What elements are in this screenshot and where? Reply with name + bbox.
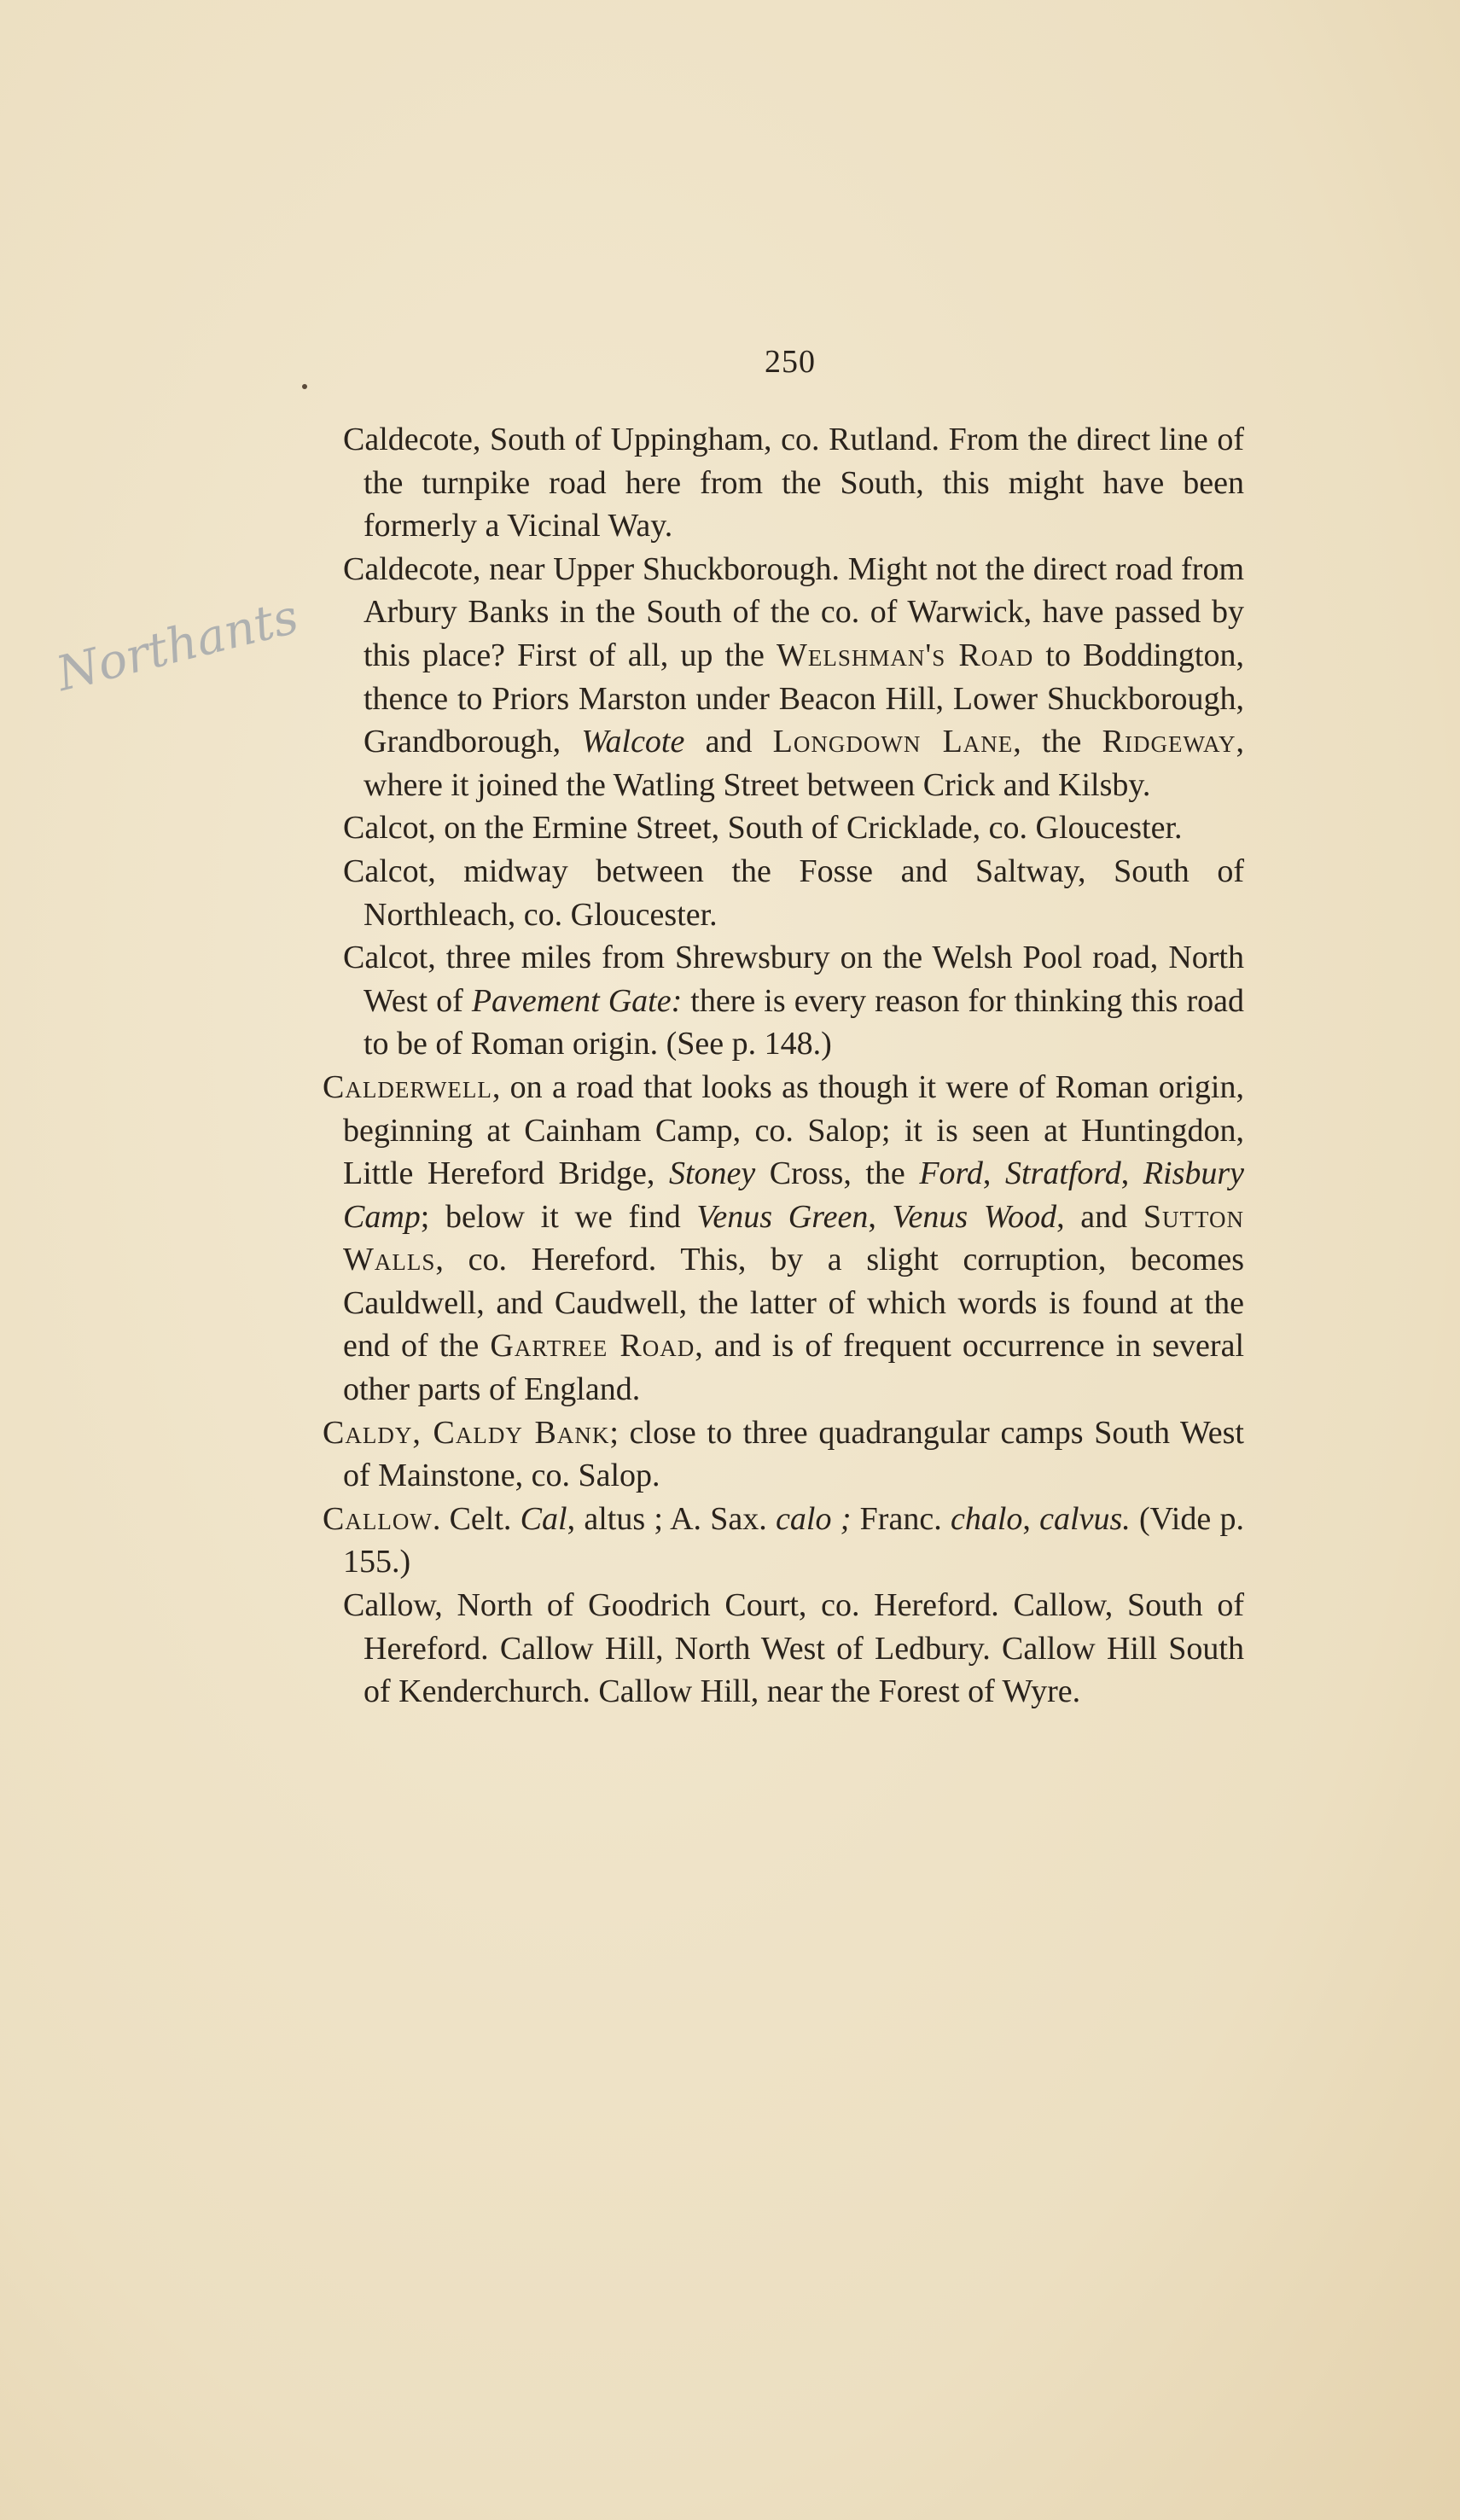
- entry-text: ,: [1120, 1155, 1143, 1192]
- place-name-italic: Venus Wood: [892, 1198, 1057, 1235]
- entry-text: , where it joined the Watling Street between Crick and Kilsby.: [364, 724, 1244, 803]
- entry-text: Franc.: [851, 1500, 951, 1537]
- entry-text: , altus ; A. Sax.: [567, 1500, 777, 1537]
- ink-speck: [302, 384, 307, 389]
- gazetteer-text: [323, 418, 1244, 1714]
- place-name-italic: Venus Green: [696, 1198, 869, 1235]
- entry-text: Caldecote, near Upper Shuckborough. Might not the direct road from Arbury Banks in the South of the co. of Warwick, have passed by this place? First of all, up the: [343, 550, 1244, 673]
- etymology-word: chalo: [950, 1500, 1023, 1537]
- entry-text: ,: [868, 1198, 893, 1235]
- place-name-italic: Walcote: [581, 724, 685, 760]
- entry-text: Calcot, on the Ermine Street, South of Cricklade, co. Gloucester.: [343, 810, 1183, 847]
- entry-calcot-cricklade: [323, 806, 1244, 850]
- entry-calcot-shrewsbury: [323, 936, 1244, 1066]
- road-name: Ridgeway: [1102, 724, 1236, 760]
- headword: Callow: [323, 1500, 433, 1537]
- entry-text: Callow, North of Goodrich Court, co. Hereford. Callow, South of Hereford. Callow Hill, North West of Ledbury. Callow Hill South of Kenderchurch. Callow Hill, near the Forest of Wyre.: [343, 1587, 1244, 1710]
- place-name-italic: Ford: [919, 1155, 983, 1192]
- entry-text: . Celt.: [432, 1500, 521, 1537]
- entry-caldy: [323, 1411, 1244, 1498]
- handwritten-margin-note: Northants: [51, 589, 304, 703]
- entry-text: , co. Hereford. This, by a slight corruption, becomes Cauldwell, and Caudwell, the latter of which words is found at the end of the: [343, 1242, 1244, 1365]
- place-name-italic: Pavement Gate:: [471, 982, 683, 1019]
- entry-text: ; close to three quadrangular camps South West of Mainstone, co. Salop.: [343, 1414, 1244, 1494]
- entry-text: and: [684, 724, 773, 760]
- entry-text: Caldecote, South of Uppingham, co. Rutland. From the direct line of the turnpike road here from the South, this might have been formerly a Vicinal Way.: [343, 422, 1244, 544]
- etymology-word: calo ;: [776, 1500, 852, 1537]
- entry-text: , and is of frequent occurrence in several other parts of England.: [343, 1328, 1244, 1408]
- entry-text: Cross, the: [755, 1155, 920, 1192]
- place-name-smallcaps: Sutton Walls: [343, 1198, 1245, 1278]
- entry-caldecote-uppingham: [323, 418, 1244, 548]
- etymology-word: calvus.: [1039, 1500, 1131, 1537]
- entry-calderwell: [323, 1066, 1244, 1411]
- headword: Calderwell: [323, 1068, 492, 1105]
- entry-caldecote-shuckborough: [323, 548, 1244, 807]
- place-name-italic: Risbury Camp: [343, 1155, 1245, 1235]
- place-name-italic: Stratford: [1004, 1155, 1121, 1192]
- road-name: Welshman's Road: [777, 637, 1034, 673]
- entry-text: Calcot, midway between the Fosse and Saltway, South of Northleach, co. Gloucester.: [343, 853, 1244, 933]
- page-number: 250: [765, 344, 816, 380]
- headword: Caldy, Caldy Bank: [323, 1414, 610, 1451]
- etymology-word: Cal: [520, 1500, 567, 1537]
- entry-text: there is every reason for thinking this road to be of Roman origin. (See p. 148.): [364, 982, 1244, 1062]
- place-name-italic: Stoney: [668, 1155, 756, 1192]
- entry-text: , the: [1013, 724, 1102, 760]
- entry-text: , on a road that looks as though it were of Roman origin, beginning at Cainham Camp, co. Salop; it is seen at Huntingdon, Little Hereford Bridge,: [343, 1068, 1244, 1192]
- road-name: Longdown Lane: [772, 724, 1014, 760]
- entry-text: (Vide p. 155.): [343, 1500, 1244, 1580]
- entry-calcot-northleach: [323, 850, 1244, 936]
- entry-text: Calcot, three miles from Shrewsbury on the Welsh Pool road, North West of: [343, 940, 1244, 1019]
- entry-callow: [323, 1498, 1244, 1584]
- entry-text: , and: [1056, 1198, 1143, 1235]
- entry-text: ,: [1022, 1500, 1040, 1537]
- entry-callow-places: [323, 1584, 1244, 1714]
- entry-text: ; below it we find: [420, 1198, 697, 1235]
- entry-text: ,: [982, 1155, 1005, 1192]
- entry-text: to Boddington, thence to Priors Marston under Beacon Hill, Lower Shuckborough, Grandborough,: [364, 637, 1244, 760]
- road-name: Gartree Road: [490, 1328, 695, 1365]
